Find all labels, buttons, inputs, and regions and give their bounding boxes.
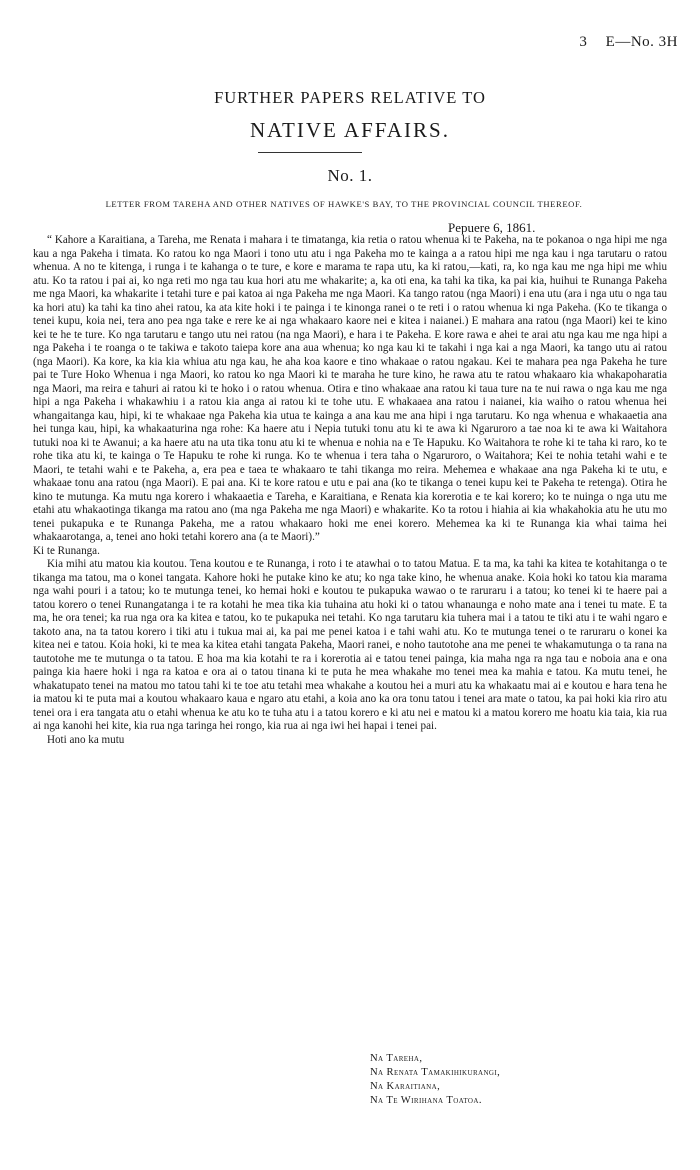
letter-caption: LETTER FROM TAREHA AND OTHER NATIVES OF HAWKE'S BAY, TO THE PROVINCIAL COUNCIL THEREOF. [105,199,583,209]
signatory-1: Na Tareha, [370,1053,423,1064]
title-line-2: NATIVE AFFAIRS. [250,118,450,142]
letter-date: Pepuere 6, 1861. [448,220,536,235]
paragraph-closing: Hoti ano ka mutu [47,733,125,746]
signatory-4: Na Te Wirihana Toatoa. [370,1095,482,1106]
letter-body [33,234,667,747]
paper-reference: E—No. 3H [605,34,678,50]
document-number: No. 1. [327,166,373,185]
title-rule [258,152,362,153]
signatory-2: Na Renata Tamakihikurangi, [370,1067,501,1078]
paragraph-1: “ Kahore a Karaitiana, a Tareha, me Renata i mahara i te timatanga, kia retia o ratou whenua ki te Pakeha, na te pokanoa o nga hipi me nga kau a nga Pakeha i timata. Ko ratou ko nga Maori i tono utu atu i nga Pakeha mo te kainga a a ratou hipi me nga kau i nga tarutaru o ratou whenua. A no te kitenga, i runga i te kahanga o te ture, e kore e marama te rapa utu, ka ki ratou,—kati, ra, ko nga kau me nga hipi me whiu atu. Ko ta ratou i pai ai, ko nga reti mo nga tau kua hori atu me whakarite; a, ka oti ena, ka tahi ka tika, ka pai kia, huihui te Runanga Pakeha me nga Maori, ka whakarite i tetahi ture e pai katoa ai nga Pakeha me nga Maori. Ka tango ratou (nga Maori) i ena utu (ara i nga utu o nga tau ka hori atu) ka tahi ka tino ahei ratou, ka ata kite hoki i te painga i te kinonga ranei o te reti i o ratou whenua ki nga Pakeha. (Ko te tikanga o tenei kupu, koia nei, tera ano pea nga take e rere ke ai nga whakaaro kaore nei e kitea i naianei.) E mahara ana ratou (nga Maori) kei te kino kei te he te ture. Ko nga tarutaru e tango utu nei ratou (na nga Maori), e hara i te Pakeha. E kore rawa e ahei te arai atu nga kau me nga hipi a nga Pakeha i te roanga o te takiwa e takoto taiepa kore ana aua whenua; ko nga kau ki te takahi i nga kai a nga Maori, ka tango utu ai ratou (nga Maori). Ka kore, ka kia kia whiua atu nga kau, he aha koa kaore e tino whakaae o ratou ngakau. Kei te mahara pea nga Pakeha he ture pai te Ture Hoko Whenua i nga Maori, ko ratou ko nga Maori ki te maraha he ture kino, he rawa atu te ratou whakaaro kia whakapoharatia nga Maori, ma reira e tahuri ai ratou ki te hoko i o ratou whenua. Otira e tino whakaae ana ratou ki taua ture na te nui rawa o nga kau me nga hipi a nga Pakeha i whakawhiu i a ratou kia anga ai ratou ki te tohe utu. E whakaaea ana ratou i naianei, kia waiho o ratou whenua hei whangaitanga kau, hipi, ki te whakaae nga Pakeha kia utua te kainga a ana kau me ana hipi i nga tarutaru. Ko nga whenua e whakaaetia ana hei tunga kau, hipi, ka whakaaturina nga rohe: Ka haere atu i Nepia tutuki tonu atu ki te awa ki Ngaruroro a tae noa ki te awa ki Waitahora tutuki noa ki te Awanui; a ka haere atu na uta tika tonu atu ki te whenua e nohia na e Te Hapuku. Ko Waitahora te rohe ki te taha ki raro, ko te rohe tika atu ki, te kainga o Te Hapuku te rohe ki runga. Ko te whenua i tera taha o Ngaruroro, o Waitahora; Kei te nohia tetahi wahi e te Maori, te tetahi wahi e te Pakeha, a, era pea e taea te whakaaro te tahi tikanga mo reira. Mehemea e whakaae ana nga Pakeha ki te utu, e whakaae tonu ana ratou (nga Maori). E pai ana. Ki te kore ratou e utu e pai ana (ko te tikanga o tenei kupu kei te Pakeha te retenga). Otira he kino te mutunga. Ka mutu nga korero i whakaaetia e Tareha, e Karaitiana, e Renata kia korerotia e te kai korero; ko te nuinga o nga utu me etahi atu whakaotinga tikanga ma ratou ano (ma nga Pakeha me nga Maori) e whakarite. Ko ta rotou i hiahia ai kia whakahokia atu he utu mo tenei pukapuka e te Runanga Pakeha, me a ratou whakaaro hoki me enei korero. Mehemea ka ki te Runanga kia whai taima hei whakaarotanga, a, tenei ano hoki tetahi korero ana (a te Maori).” [33,234,667,543]
paragraph-2: Kia mihi atu matou kia koutou. Tena koutou e te Runanga, i roto i te atawhai o to tatou Matua. E ta ma, ka tahi ka kitea te kotahitanga o te tikanga ma tatou, ma o konei tangata. Kahore hoki he putake kino ke atu; ko nga take kino, he whenua anake. Koia hoki ko tatou kia marama nga wahi pouri i a tatou; ko te mutunga tenei, ko hemai hoki e koutou te pukapuka wawao o te raruraru i a tatou; ko tenei ki te haere pai a tatou korero o tenei Runangatanga i te ra kotahi he mea tika kia tuhaina atu hoki ki o tatou whanaunga e noho mate ana i tenei tu mate. E ta ma, he ora tenei; ka rua nga ora ka kitea e tatou, ko te pukapuka nei tetahi. Ko nga tarutaru kia tuhera mai i a tatou te tiki atu i te wahi ngaro e takoto ana, na ta tatou korero i tiki atu i tukua mai ai, ka pai me penei katoa i e tahi wahi atu. Ko te mutunga tenei o te raruraru o konei ka kitea nei e tatou. Koia hoki, ki te mea ka kitea etahi tangata Pakeha, Maori ranei, e noho tautotohe ana me penei te whakamutunga o ta rana na tautotohe me te mutunga o ta tatou. E hoa ma kia kotahi te ra i korerotia ai e tatou tenei painga, kia maha nga ra nga tau e noboia ana e ona painga kia haere hoki i nga ra katoa e ora ai o tatou tinana ki te puta he mea whakahe mo tenei mea ka mahia e tatou. Ka mutu tenei, he whakatupato tenei na matou mo tatou tahi ki te toe atu tetahi mea whakahe a koutou hei a muri atu ka whakaatu mai ai e koutou e hara tena he ia matou ki te puta mai a koutou whakaaro kaua e ngaro atu etahi, a koia ano ka ora tonu tatou i tenei ara mate o tatou, ka pai hoki kia riro atu tenei ora i era tangata atu o etahi whenua ke atu ko te tuha atu i a tatou korero e ki atu nei e matou ki a matou korero me hoatu kia taia, kia rua ai nga kanohi hei kite, kia rua nga taringa hei rongo, kia rua ai nga iwi hei hapai i tenei pai. [33,558,667,732]
signatory-3: Na Karaitiana, [370,1081,441,1092]
page-number: 3 [579,34,588,50]
signatories [370,1052,500,1108]
title-line-1: FURTHER PAPERS RELATIVE TO [214,88,486,107]
paragraph-address: Ki te Runanga. [33,544,100,557]
page-header [579,34,678,51]
